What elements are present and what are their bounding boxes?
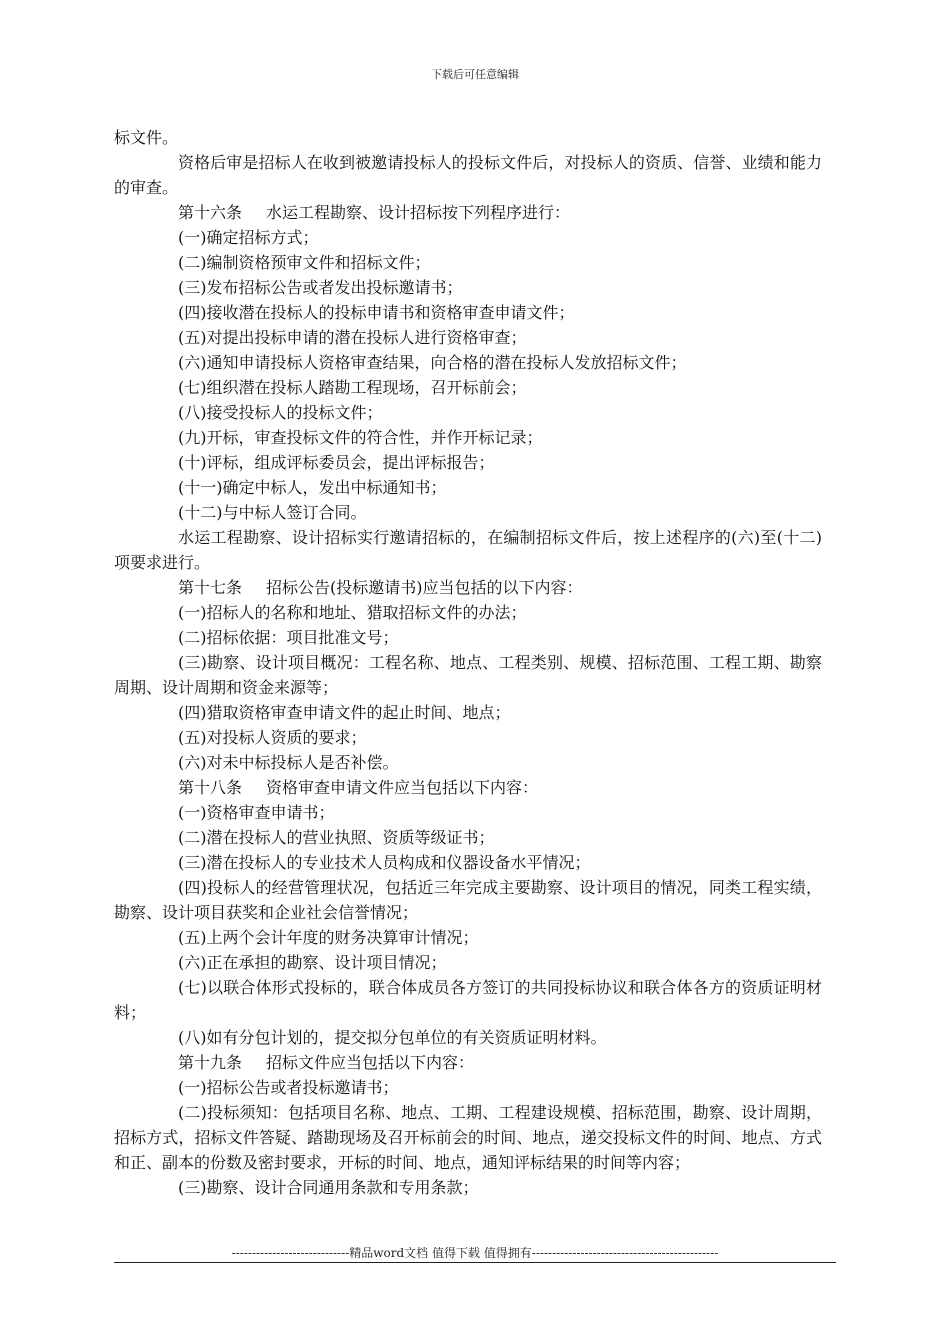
paragraph: (四)投标人的经营管理状况，包括近三年完成主要勘察、设计项目的情况，同类工程实绩，勘察、设计项目获奖和企业社会信誉情况； [114, 878, 822, 922]
page-header: 下载后可任意编辑 [431, 68, 519, 81]
paragraph: (三)发布招标公告或者发出投标邀请书； [178, 278, 463, 297]
article-number: 第十七条 [178, 578, 243, 597]
article-text: 招标公告(投标邀请书)应当包括的以下内容： [266, 578, 583, 597]
paragraph: (一)确定招标方式； [178, 228, 319, 247]
paragraph: (二)潜在投标人的营业执照、资质等级证书； [178, 828, 495, 847]
paragraph: (十一)确定中标人，发出中标通知书； [178, 478, 447, 497]
paragraph: (三)潜在投标人的专业技术人员构成和仪器设备水平情况； [178, 853, 591, 872]
paragraph: (十二)与中标人签订合同。 [178, 503, 367, 522]
paragraph: 资格后审是招标人在收到被邀请投标人的投标文件后，对投标人的资质、信誉、业绩和能力的审查。 [114, 153, 822, 197]
page-footer: -----------------------------精品word文档 值得下载 值得拥有---------------------------------------------- [231, 1246, 719, 1260]
paragraph: (四)接收潜在投标人的投标申请书和资格审查申请文件； [178, 303, 575, 322]
article-heading [114, 575, 822, 600]
paragraph: (四)猎取资格审查申请文件的起止时间、地点； [178, 703, 511, 722]
paragraph: 水运工程勘察、设计招标实行邀请招标的，在编制招标文件后，按上述程序的(六)至(十二)项要求进行。 [114, 528, 822, 572]
paragraph: (八)接受投标人的投标文件； [178, 403, 383, 422]
paragraph: (五)对提出投标申请的潜在投标人进行资格审查； [178, 328, 527, 347]
document-body [114, 125, 822, 1200]
paragraph: (十)评标，组成评标委员会，提出评标报告； [178, 453, 495, 472]
paragraph: (三)勘察、设计合同通用条款和专用条款； [178, 1178, 479, 1197]
paragraph: (八)如有分包计划的，提交拟分包单位的有关资质证明材料。 [178, 1028, 607, 1047]
article-number: 第十六条 [178, 203, 243, 222]
paragraph: (九)开标，审查投标文件的符合性，并作开标记录； [178, 428, 543, 447]
paragraph: (五)上两个会计年度的财务决算审计情况； [178, 928, 479, 947]
paragraph: (一)招标人的名称和地址、猎取招标文件的办法； [178, 603, 527, 622]
paragraph: (七)以联合体形式投标的，联合体成员各方签订的共同投标协议和联合体各方的资质证明材料； [114, 978, 822, 1022]
paragraph: (六)正在承担的勘察、设计项目情况； [178, 953, 447, 972]
article-heading [114, 775, 822, 800]
article-text: 招标文件应当包括以下内容： [266, 1053, 475, 1072]
paragraph: (三)勘察、设计项目概况：工程名称、地点、工程类别、规模、招标范围、工程工期、勘察周期、设计周期和资金来源等； [114, 653, 822, 697]
footer-divider [114, 1262, 836, 1263]
paragraph: (五)对投标人资质的要求； [178, 728, 367, 747]
paragraph: (七)组织潜在投标人踏勘工程现场，召开标前会； [178, 378, 527, 397]
paragraph: 标文件。 [114, 128, 179, 147]
paragraph: (六)对未中标投标人是否补偿。 [178, 753, 399, 772]
article-number: 第十八条 [178, 778, 243, 797]
article-heading [114, 1050, 822, 1075]
paragraph: (一)招标公告或者投标邀请书； [178, 1078, 399, 1097]
article-number: 第十九条 [178, 1053, 243, 1072]
article-text: 水运工程勘察、设计招标按下列程序进行： [266, 203, 571, 222]
paragraph: (二)编制资格预审文件和招标文件； [178, 253, 431, 272]
article-heading [114, 200, 822, 225]
paragraph: (二)招标依据：项目批准文号； [178, 628, 399, 647]
paragraph: (六)通知申请投标人资格审查结果，向合格的潜在投标人发放招标文件； [178, 353, 687, 372]
article-text: 资格审查申请文件应当包括以下内容： [266, 778, 539, 797]
paragraph: (一)资格审查申请书； [178, 803, 335, 822]
paragraph: (二)投标须知：包括项目名称、地点、工期、工程建设规模、招标范围，勘察、设计周期，招标方式，招标文件答疑、踏勘现场及召开标前会的时间、地点，递交投标文件的时间、地点、方式和正、副本的份数及密封要求，开标的时间、地点，通知评标结果的时间等内容； [114, 1103, 822, 1172]
